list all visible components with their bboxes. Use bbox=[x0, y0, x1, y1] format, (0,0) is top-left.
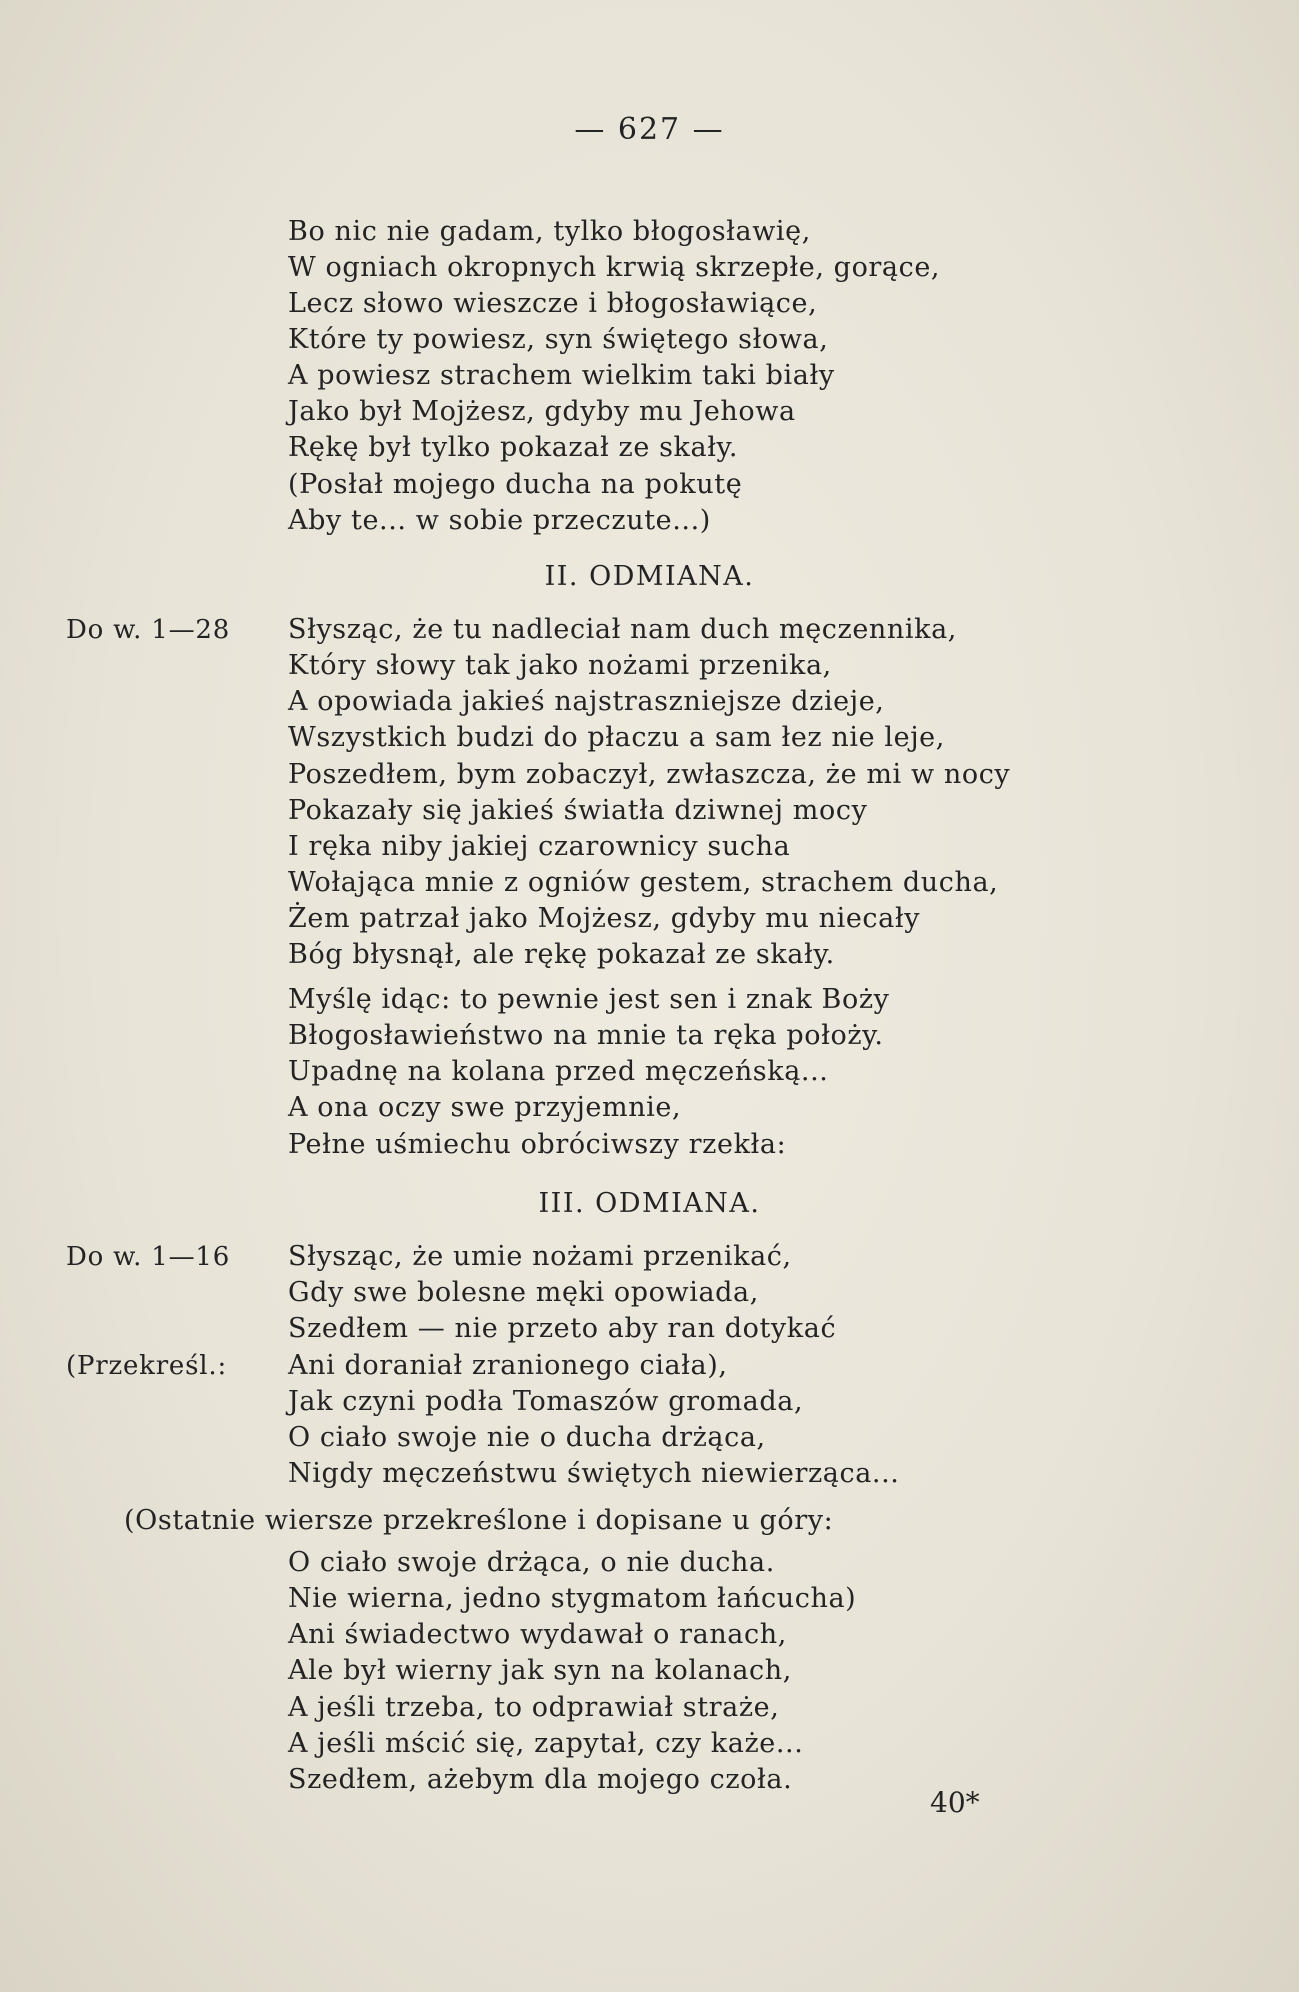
section-heading-2: II. ODMIANA. bbox=[544, 561, 755, 592]
verse-line: A jeśli trzeba, to odprawiał straże, bbox=[288, 1692, 780, 1723]
verse-line: Szedłem, ażebym dla mojego czoła. bbox=[288, 1764, 793, 1795]
verse-line: Jako był Mojżesz, gdyby mu Jehowa bbox=[288, 396, 796, 427]
editorial-note: (Ostatnie wiersze przekreślone i dopisane u góry: bbox=[124, 1505, 834, 1536]
verse-line: Nie wierna, jedno stygmatom łańcucha) bbox=[288, 1583, 857, 1614]
verse-line: Błogosławieństwo na mnie ta ręka położy. bbox=[288, 1020, 884, 1051]
verse-line: A powiesz strachem wielkim taki biały bbox=[288, 360, 835, 391]
verse-line: Wszystkich budzi do płaczu a sam łez nie leje, bbox=[288, 722, 945, 753]
verse-line: Lecz słowo wieszcze i błogosławiące, bbox=[288, 288, 818, 319]
verse-line: W ogniach okropnych krwią skrzepłe, gorące, bbox=[288, 252, 941, 283]
verse-line: Słysząc, że umie nożami przenikać, bbox=[288, 1241, 792, 1272]
verse-line: Aby te... w sobie przeczute...) bbox=[288, 505, 711, 536]
verse-line: Który słowy tak jako nożami przenika, bbox=[288, 650, 832, 681]
verse-line: A ona oczy swe przyjemnie, bbox=[288, 1092, 682, 1123]
margin-note-strikethrough: (Przekreśl.: bbox=[66, 1351, 228, 1381]
verse-line: Rękę był tylko pokazał ze skały. bbox=[288, 432, 738, 463]
verse-line: Ani świadectwo wydawał o ranach, bbox=[288, 1619, 787, 1650]
margin-note-section-2: Do w. 1—28 bbox=[66, 615, 231, 645]
verse-line: Słysząc, że tu nadleciał nam duch męczennika, bbox=[288, 614, 957, 645]
verse-line: Ani doraniał zranionego ciała), bbox=[288, 1350, 728, 1381]
verse-line: Nigdy męczeństwu świętych niewierząca... bbox=[288, 1458, 900, 1489]
verse-line: O ciało swoje drżąca, o nie ducha. bbox=[288, 1547, 775, 1578]
verse-line: I ręka niby jakiej czarownicy sucha bbox=[288, 831, 791, 862]
verse-line: Bóg błysnął, ale rękę pokazał ze skały. bbox=[288, 939, 835, 970]
verse-line: Pełne uśmiechu obróciwszy rzekła: bbox=[288, 1129, 787, 1160]
verse-line: Pokazały się jakieś światła dziwnej mocy bbox=[288, 795, 868, 826]
verse-line: Jak czyni podła Tomaszów gromada, bbox=[288, 1386, 804, 1417]
verse-line: Upadnę na kolana przed męczeńską... bbox=[288, 1056, 829, 1087]
margin-note-section-3: Do w. 1—16 bbox=[66, 1242, 231, 1272]
verse-line: A jeśli mścić się, zapytał, czy każe... bbox=[288, 1728, 804, 1759]
section-heading-3: III. ODMIANA. bbox=[538, 1188, 761, 1219]
verse-line: O ciało swoje nie o ducha drżąca, bbox=[288, 1422, 766, 1453]
verse-line: (Posłał mojego ducha na pokutę bbox=[288, 469, 743, 500]
verse-line: Gdy swe bolesne męki opowiada, bbox=[288, 1277, 759, 1308]
signature-mark: 40* bbox=[930, 1786, 980, 1819]
verse-line: Myślę idąc: to pewnie jest sen i znak Boży bbox=[288, 984, 890, 1015]
page-number: — 627 — bbox=[574, 112, 725, 147]
verse-line: Wołająca mnie z ogniów gestem, strachem ducha, bbox=[288, 867, 999, 898]
verse-line: Żem patrzał jako Mojżesz, gdyby mu niecały bbox=[288, 903, 921, 934]
verse-line: Bo nic nie gadam, tylko błogosławię, bbox=[288, 216, 811, 247]
verse-line: Ale był wierny jak syn na kolanach, bbox=[288, 1655, 792, 1686]
verse-line: A opowiada jakieś najstraszniejsze dzieje, bbox=[288, 686, 885, 717]
verse-line: Które ty powiesz, syn świętego słowa, bbox=[288, 324, 829, 355]
verse-line: Poszedłem, bym zobaczył, zwłaszcza, że mi w nocy bbox=[288, 759, 1011, 790]
verse-line: Szedłem — nie przeto aby ran dotykać bbox=[288, 1313, 837, 1344]
